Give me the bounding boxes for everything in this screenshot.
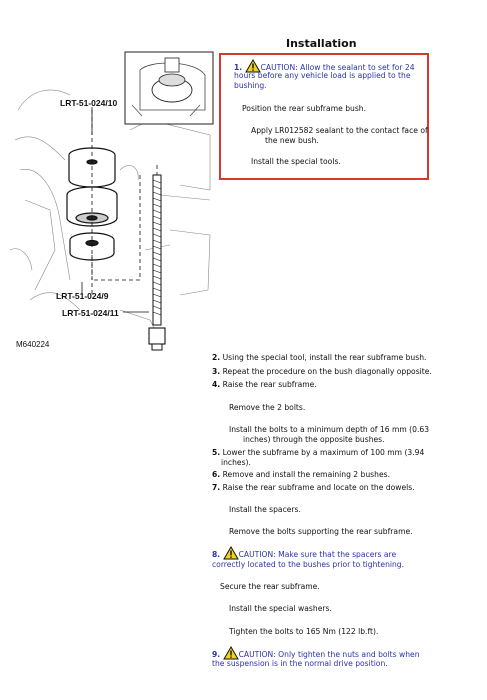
step-4 bbox=[212, 380, 317, 390]
step-text: Raise the rear subframe. bbox=[222, 380, 317, 389]
step-7-remove-bolts: Remove the bolts supporting the rear subframe. bbox=[229, 527, 413, 536]
figure-label-tool-10: LRT-51-024/10 bbox=[60, 98, 118, 108]
caution-text: CAUTION: Allow the sealant to set for 24 bbox=[260, 63, 415, 72]
step-4-install-bolts: Install the bolts to a minimum depth of 16 mm (0.63 bbox=[229, 425, 430, 434]
step-text: Remove and install the remaining 2 bushes. bbox=[222, 470, 390, 479]
step-4-install-bolts-line2: inches) through the opposite bushes. bbox=[243, 435, 385, 444]
step-8-secure-subframe: Secure the rear subframe. bbox=[220, 582, 320, 591]
step-7 bbox=[212, 483, 415, 493]
warning-icon bbox=[223, 646, 239, 660]
warning-icon bbox=[223, 546, 239, 560]
step-1-apply-sealant: Apply LR012582 sealant to the contact face of bbox=[251, 126, 428, 135]
caution-text: CAUTION: Only tighten the nuts and bolts when bbox=[238, 650, 420, 659]
step-3 bbox=[212, 367, 432, 377]
step-number: 3. bbox=[212, 367, 221, 376]
step-9-caution bbox=[212, 646, 420, 660]
step-number: 4. bbox=[212, 380, 221, 389]
step-text: Repeat the procedure on the bush diagonally opposite. bbox=[222, 367, 432, 376]
threaded-rod bbox=[149, 175, 165, 350]
step-8-caution-line2: correctly located to the bushes prior to tightening. bbox=[212, 560, 405, 569]
step-number: 9. bbox=[212, 650, 221, 659]
inset-detail bbox=[125, 52, 213, 124]
step-4-remove-bolts: Remove the 2 bolts. bbox=[229, 403, 306, 412]
step-1-caution-line3: bushing. bbox=[234, 81, 267, 90]
step-number: 1. bbox=[234, 63, 243, 72]
step-number: 7. bbox=[212, 483, 221, 492]
step-text: Using the special tool, install the rear subframe bush. bbox=[222, 353, 427, 362]
figure-label-tool-11: LRT-51-024/11 bbox=[62, 308, 119, 318]
step-8-caution bbox=[212, 546, 396, 560]
step-number: 6. bbox=[212, 470, 221, 479]
step-2 bbox=[212, 353, 426, 363]
step-9-caution-line2: the suspension is in the normal drive position. bbox=[212, 659, 388, 668]
bush-middle bbox=[67, 187, 117, 226]
step-1-install-tools: Install the special tools. bbox=[251, 157, 341, 166]
step-8-tighten-bolts: Tighten the bolts to 165 Nm (122 lb.ft). bbox=[229, 627, 379, 636]
step-7-install-spacers: Install the spacers. bbox=[229, 505, 301, 514]
figure-label-tool-9: LRT-51-024/9 bbox=[56, 291, 109, 301]
step-text: Lower the subframe by a maximum of 100 mm (3.94 bbox=[222, 448, 425, 457]
step-1-position-bush: Position the rear subframe bush. bbox=[242, 104, 367, 113]
step-number: 2. bbox=[212, 353, 221, 362]
step-number: 8. bbox=[212, 550, 221, 559]
figure-id: M640224 bbox=[16, 340, 50, 349]
step-number: 5. bbox=[212, 448, 221, 457]
section-title: Installation bbox=[286, 37, 357, 50]
step-5-line2: inches). bbox=[221, 458, 251, 467]
step-5 bbox=[212, 448, 424, 458]
step-text: Raise the rear subframe and locate on the dowels. bbox=[222, 483, 415, 492]
step-1-apply-sealant-line2: the new bush. bbox=[265, 136, 319, 145]
step-6 bbox=[212, 470, 390, 480]
step-1-caution-line2: hours before any vehicle load is applied to the bbox=[234, 71, 411, 80]
caution-text: CAUTION: Make sure that the spacers are bbox=[238, 550, 397, 559]
step-8-install-washers: Install the special washers. bbox=[229, 604, 332, 613]
